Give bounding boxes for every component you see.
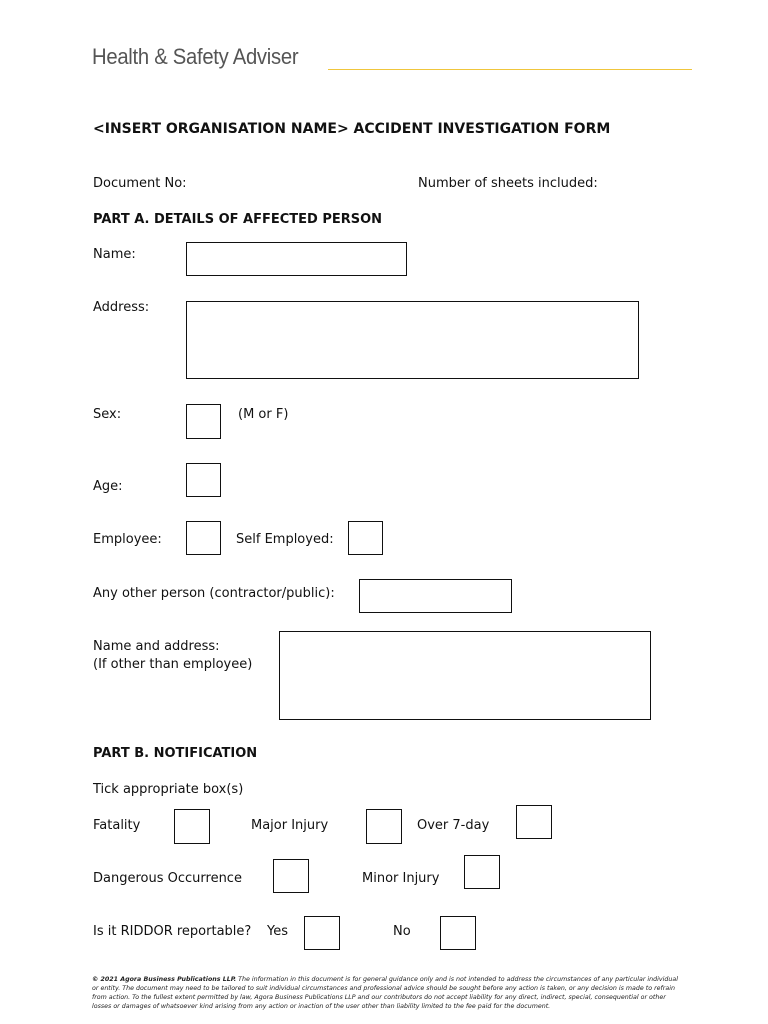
riddor-no-checkbox[interactable] xyxy=(440,916,476,950)
part-a-heading: PART A. DETAILS OF AFFECTED PERSON xyxy=(93,212,383,227)
footer-copyright: © 2021 Agora Business Publications LLP. xyxy=(92,976,237,983)
employee-label: Employee: xyxy=(93,532,162,547)
tick-instruction: Tick appropriate box(s) xyxy=(93,782,244,797)
address-label: Address: xyxy=(93,300,150,315)
name-field[interactable] xyxy=(186,242,407,276)
name-and-address-field[interactable] xyxy=(279,631,651,720)
dangerous-occurrence-label: Dangerous Occurrence xyxy=(93,871,242,886)
riddor-question: Is it RIDDOR reportable? xyxy=(93,924,252,939)
dangerous-occurrence-checkbox[interactable] xyxy=(273,859,309,893)
self-employed-checkbox[interactable] xyxy=(348,521,383,555)
age-label: Age: xyxy=(93,479,123,494)
riddor-yes-label: Yes xyxy=(267,924,288,939)
footer-disclaimer xyxy=(92,975,678,1011)
brand-underline xyxy=(328,69,692,70)
number-of-sheets-label: Number of sheets included: xyxy=(418,176,598,191)
major-injury-label: Major Injury xyxy=(251,818,329,833)
name-and-address-label: Name and address: xyxy=(93,639,220,654)
name-and-address-hint: (If other than employee) xyxy=(93,657,253,672)
over-7-day-checkbox[interactable] xyxy=(516,805,552,839)
name-label: Name: xyxy=(93,247,136,262)
sex-field[interactable] xyxy=(186,404,221,439)
riddor-no-label: No xyxy=(393,924,411,939)
age-field[interactable] xyxy=(186,463,221,497)
minor-injury-label: Minor Injury xyxy=(362,871,440,886)
part-b-heading: PART B. NOTIFICATION xyxy=(93,746,258,761)
riddor-yes-checkbox[interactable] xyxy=(304,916,340,950)
sex-label: Sex: xyxy=(93,407,122,422)
address-field[interactable] xyxy=(186,301,639,379)
other-person-field[interactable] xyxy=(359,579,512,613)
over-7-day-label: Over 7-day xyxy=(417,818,490,833)
self-employed-label: Self Employed: xyxy=(236,532,334,547)
other-person-label: Any other person (contractor/public): xyxy=(93,586,335,601)
document-no-label: Document No: xyxy=(93,176,187,191)
sex-hint: (M or F) xyxy=(238,407,289,422)
fatality-label: Fatality xyxy=(93,818,141,833)
brand-title: Health & Safety Adviser xyxy=(92,44,299,69)
minor-injury-checkbox[interactable] xyxy=(464,855,500,889)
major-injury-checkbox[interactable] xyxy=(366,809,402,844)
employee-checkbox[interactable] xyxy=(186,521,221,555)
footer-disclaimer-text: The information in this document is for general guidance only and is not intended to address the circumstances of any particular individual or entity. The document may need to be tailored to suit individual circumstances and professional advice should be sought before any action is taken, or any decision is made to refrain from action. To the fullest extent permitted by law, Agora Business Publications LLP and our contributors do not accept liability for any direct, indirect, special, consequential or other losses or damages of whatsoever kind arising from any action or inaction of the user other than liability limited to the fee paid for the document. xyxy=(92,976,678,1010)
fatality-checkbox[interactable] xyxy=(174,809,210,844)
form-title: <INSERT ORGANISATION NAME> ACCIDENT INVESTIGATION FORM xyxy=(93,121,611,137)
